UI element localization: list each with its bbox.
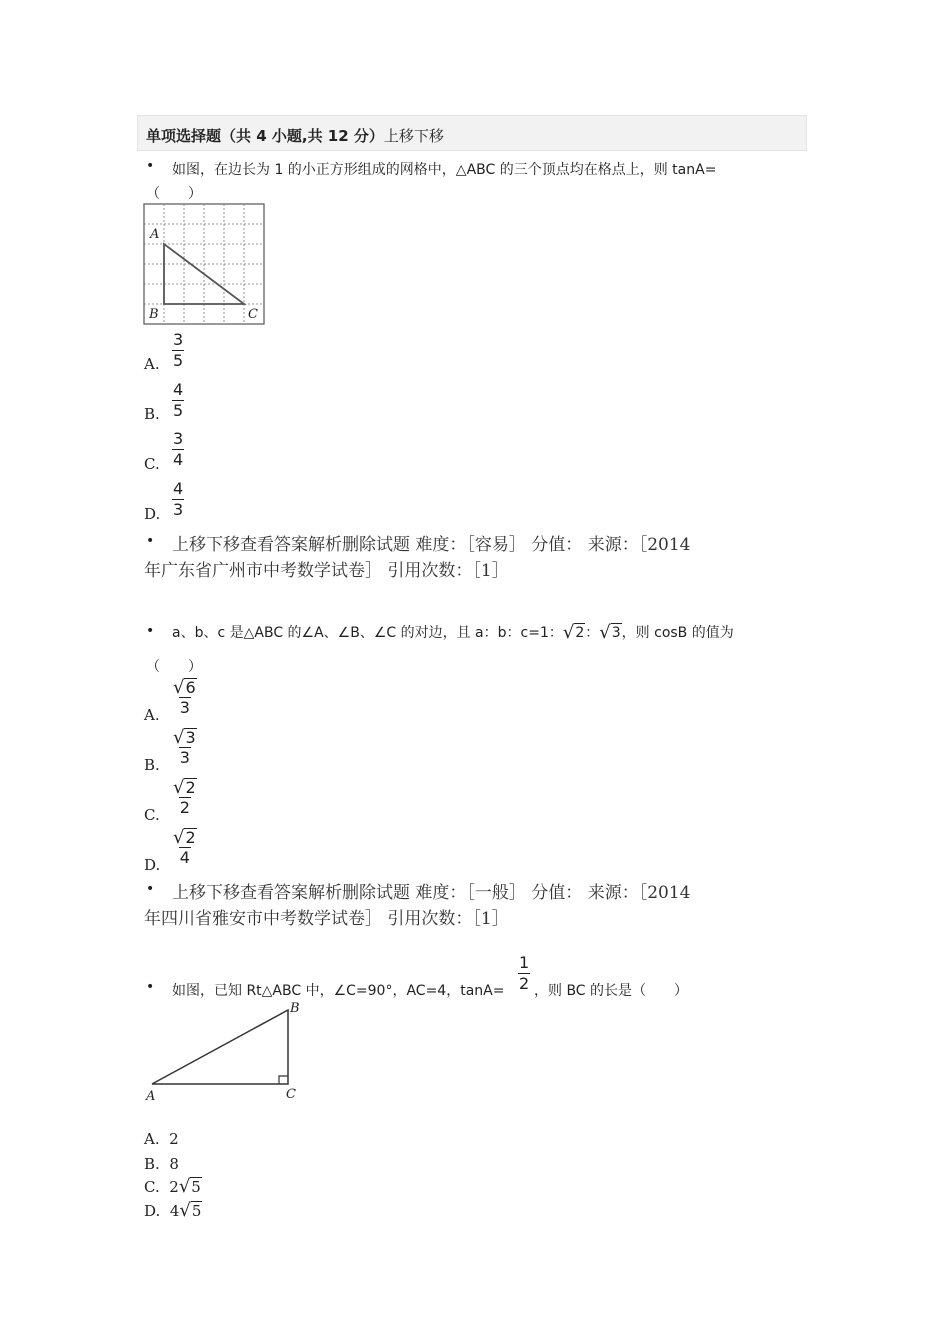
- q2-option-c-letter[interactable]: C.: [144, 806, 160, 824]
- q3-option-b-value: 8: [169, 1155, 179, 1173]
- q3-triangle-figure: [140, 998, 310, 1104]
- q1-option-c-num: 3: [173, 429, 184, 448]
- q3-option-a-value: 2: [169, 1130, 179, 1148]
- q1-label-b: B: [149, 307, 159, 322]
- q2-option-a-num: √ 6: [173, 677, 196, 698]
- q2-option-c-root: 2: [185, 778, 196, 797]
- q3-label-a: A: [146, 1089, 156, 1104]
- q2-option-a-letter[interactable]: A.: [144, 706, 160, 724]
- q3-text-after: ，则 BC 的长是（ ）: [534, 983, 689, 999]
- q1-text: 如图，在边长为 1 的小正方形组成的网格中，△ABC 的三个顶点均在格点上，则 tanA=: [172, 162, 717, 178]
- q3-tan-frac: [518, 953, 530, 994]
- q2-root2-value: 3: [611, 625, 621, 641]
- q3-tan-den: 2: [519, 974, 530, 993]
- q1-meta-line1[interactable]: 上移下移查看答案解析删除试题 难度：［容易］ 分值： 来源：［2014: [172, 535, 691, 555]
- q1-grid-figure: [142, 202, 266, 326]
- q3-option-d-letter: D.: [144, 1202, 161, 1220]
- q3-label-b: B: [290, 1001, 300, 1016]
- q3-option-c-letter: C.: [144, 1178, 160, 1196]
- q3-option-a[interactable]: [144, 1130, 179, 1148]
- q1-option-c-letter[interactable]: C.: [144, 455, 160, 473]
- q1-option-d-frac: [172, 479, 184, 520]
- q2-text-before: a、b、c 是△ABC 的∠A、∠B、∠C 的对边，且 a：b：c=1：: [172, 625, 563, 641]
- q1-text-paren: （ ）: [146, 186, 202, 202]
- q2-text-after: ，则 cosB 的值为: [621, 625, 734, 641]
- q1-meta-line2: 年广东省广州市中考数学试卷］ 引用次数：［1］: [144, 561, 509, 581]
- q1-label-c: C: [248, 307, 258, 322]
- q2-sep: ：: [585, 625, 600, 641]
- q2-option-a-den: 3: [179, 698, 190, 717]
- q3-option-d[interactable]: [144, 1201, 202, 1220]
- section-title-text: 单项选择题（共 4 小题,共 12 分）: [146, 127, 384, 145]
- q2-option-b-num: √ 3: [173, 727, 196, 748]
- q2-option-d-root: 2: [185, 828, 196, 847]
- section-title: [146, 125, 444, 146]
- q1-option-b-letter[interactable]: B.: [144, 405, 160, 423]
- q1-option-b-den: 5: [173, 401, 184, 420]
- q2-meta-line1[interactable]: 上移下移查看答案解析删除试题 难度：［一般］ 分值： 来源：［2014: [172, 883, 691, 903]
- q3-option-b-letter: B.: [144, 1155, 160, 1173]
- q1-option-c-frac: [172, 429, 184, 470]
- q1-option-a-letter[interactable]: A.: [144, 355, 160, 373]
- q2-text-paren: （ ）: [146, 659, 202, 675]
- q2-root1: √ 2: [562, 622, 585, 643]
- q1-label-a: A: [150, 227, 160, 242]
- q1-option-d-num: 4: [173, 479, 184, 498]
- q3-option-b[interactable]: [144, 1155, 179, 1173]
- section-move-link[interactable]: 上移下移: [383, 127, 444, 145]
- q3-option-c-sqrt: √ 5: [178, 1176, 201, 1197]
- q3-option-d-root: 5: [191, 1202, 202, 1220]
- q2-option-d-frac: [172, 828, 198, 868]
- q1-option-a-num: 3: [173, 330, 184, 349]
- q1-option-b-num: 4: [173, 380, 184, 399]
- q1-option-d-den: 3: [173, 500, 184, 519]
- q3-option-c[interactable]: [144, 1177, 202, 1196]
- q3-tan-num: 1: [519, 953, 530, 972]
- q2-option-d-den: 4: [179, 848, 190, 867]
- q3-text-before: 如图，已知 Rt△ABC 中，∠C=90°，AC=4，tanA=: [172, 983, 505, 999]
- q1-option-d-letter[interactable]: D.: [144, 505, 161, 523]
- q2-text: [172, 614, 734, 642]
- q2-option-a-frac: [172, 678, 198, 718]
- q2-option-b-letter[interactable]: B.: [144, 756, 160, 774]
- q3-triangle: [152, 1010, 288, 1084]
- q2-meta-bullet: •: [146, 881, 155, 897]
- q2-option-a-root: 6: [185, 678, 196, 697]
- q2-option-c-frac: [172, 778, 198, 818]
- q3-right-angle-mark: [279, 1076, 288, 1084]
- q2-root2: √ 3: [599, 622, 621, 643]
- q2-option-c-num: √ 2: [173, 777, 196, 798]
- q1-bullet: •: [146, 158, 155, 174]
- q2-meta-line2: 年四川省雅安市中考数学试卷］ 引用次数：［1］: [144, 909, 509, 929]
- q3-option-a-letter: A.: [144, 1130, 160, 1148]
- q1-meta-bullet: •: [146, 533, 155, 549]
- q1-option-c-den: 4: [173, 450, 184, 469]
- q2-bullet: •: [146, 623, 155, 639]
- q3-label-c: C: [286, 1087, 296, 1102]
- q3-option-d-coef: 4: [169, 1202, 180, 1220]
- q3-option-c-root: 5: [191, 1178, 201, 1196]
- q2-option-c-den: 2: [179, 798, 190, 817]
- q2-option-d-num: √ 2: [173, 827, 196, 848]
- q1-option-a-frac: [172, 330, 184, 371]
- q2-option-b-den: 3: [179, 748, 190, 767]
- q2-option-b-root: 3: [185, 728, 196, 747]
- q3-option-d-sqrt: √ 5: [179, 1200, 202, 1221]
- q3-option-c-coef: 2: [169, 1178, 179, 1196]
- q2-root1-value: 2: [575, 625, 585, 641]
- q1-option-a-den: 5: [173, 351, 184, 370]
- q1-option-b-frac: [172, 380, 184, 421]
- q2-option-d-letter[interactable]: D.: [144, 856, 161, 874]
- q3-bullet: •: [146, 979, 155, 995]
- q2-option-b-frac: [172, 728, 198, 768]
